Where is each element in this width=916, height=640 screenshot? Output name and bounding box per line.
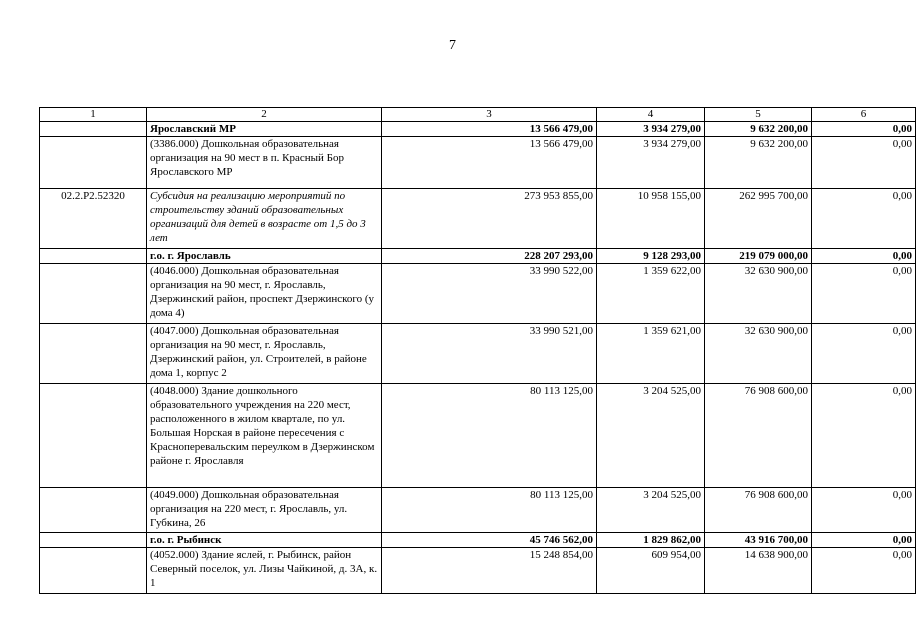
- code-cell: [40, 249, 147, 264]
- amount-cell: 15 248 854,00: [382, 548, 597, 594]
- amount-cell: 219 079 000,00: [705, 249, 812, 264]
- name-cell: (3386.000) Дошкольная образовательная организация на 90 мест в п. Красный Бор Ярославского МР: [147, 137, 382, 189]
- amount-cell: 0,00: [812, 122, 916, 137]
- amount-cell: 1 829 862,00: [597, 533, 705, 548]
- amount-cell: 1 359 622,00: [597, 264, 705, 324]
- column-header: 5: [705, 108, 812, 122]
- amount-cell: 45 746 562,00: [382, 533, 597, 548]
- table-row: [40, 137, 916, 189]
- amount-cell: 32 630 900,00: [705, 264, 812, 324]
- amount-cell: 273 953 855,00: [382, 189, 597, 249]
- amount-cell: 14 638 900,00: [705, 548, 812, 594]
- name-cell: (4052.000) Здание яслей, г. Рыбинск, район Северный поселок, ул. Лизы Чайкиной, д. 3А, к. 1: [147, 548, 382, 594]
- amount-cell: 0,00: [812, 137, 916, 189]
- amount-cell: 76 908 600,00: [705, 488, 812, 533]
- amount-cell: 3 204 525,00: [597, 488, 705, 533]
- amount-cell: 3 934 279,00: [597, 122, 705, 137]
- amount-cell: 80 113 125,00: [382, 488, 597, 533]
- amount-cell: 0,00: [812, 548, 916, 594]
- name-cell: (4048.000) Здание дошкольного образовательного учреждения на 220 мест, расположенного в жилом квартале, по ул. Большая Норская в районе пересечения с Красноперевальским переулком в Дзержинском районе г. Ярославля: [147, 384, 382, 488]
- code-cell: [40, 548, 147, 594]
- amount-cell: 9 128 293,00: [597, 249, 705, 264]
- name-cell: (4047.000) Дошкольная образовательная организация на 90 мест, г. Ярославль, Дзержинский район, ул. Строителей, в районе дома 1, корпус 2: [147, 324, 382, 384]
- amount-cell: 43 916 700,00: [705, 533, 812, 548]
- column-header: 3: [382, 108, 597, 122]
- code-cell: [40, 137, 147, 189]
- page-number: 7: [449, 38, 456, 53]
- amount-cell: 13 566 479,00: [382, 137, 597, 189]
- table-row-total: [40, 122, 916, 137]
- amount-cell: 0,00: [812, 324, 916, 384]
- amount-cell: 9 632 200,00: [705, 137, 812, 189]
- amount-cell: 0,00: [812, 384, 916, 488]
- code-cell: [40, 324, 147, 384]
- table-row: [40, 324, 916, 384]
- amount-cell: 609 954,00: [597, 548, 705, 594]
- amount-cell: 33 990 522,00: [382, 264, 597, 324]
- amount-cell: 3 204 525,00: [597, 384, 705, 488]
- table-row: [40, 384, 916, 488]
- table-row: [40, 488, 916, 533]
- amount-cell: 0,00: [812, 249, 916, 264]
- name-cell: Субсидия на реализацию мероприятий по строительству зданий образовательных организаций для детей в возрасте от 1,5 до 3 лет: [147, 189, 382, 249]
- amount-cell: 76 908 600,00: [705, 384, 812, 488]
- column-header: 1: [40, 108, 147, 122]
- amount-cell: 1 359 621,00: [597, 324, 705, 384]
- name-cell: Ярославский МР: [147, 122, 382, 137]
- code-cell: 02.2.Р2.52320: [40, 189, 147, 249]
- amount-cell: 13 566 479,00: [382, 122, 597, 137]
- name-cell: (4046.000) Дошкольная образовательная организация на 90 мест, г. Ярославль, Дзержинский район, проспект Дзержинского (у дома 4): [147, 264, 382, 324]
- column-header: 6: [812, 108, 916, 122]
- amount-cell: 9 632 200,00: [705, 122, 812, 137]
- column-header: 2: [147, 108, 382, 122]
- table-row: [40, 548, 916, 594]
- amount-cell: 32 630 900,00: [705, 324, 812, 384]
- code-cell: [40, 122, 147, 137]
- amount-cell: 0,00: [812, 189, 916, 249]
- name-cell: г.о. г. Рыбинск: [147, 533, 382, 548]
- name-cell: г.о. г. Ярославль: [147, 249, 382, 264]
- amount-cell: 33 990 521,00: [382, 324, 597, 384]
- budget-table: [39, 107, 916, 594]
- table-header-row: [40, 108, 916, 122]
- code-cell: [40, 533, 147, 548]
- code-cell: [40, 264, 147, 324]
- code-cell: [40, 384, 147, 488]
- amount-cell: 0,00: [812, 488, 916, 533]
- amount-cell: 0,00: [812, 264, 916, 324]
- amount-cell: 228 207 293,00: [382, 249, 597, 264]
- amount-cell: 0,00: [812, 533, 916, 548]
- code-cell: [40, 488, 147, 533]
- table-row-total: [40, 533, 916, 548]
- column-header: 4: [597, 108, 705, 122]
- name-cell: (4049.000) Дошкольная образовательная организация на 220 мест, г. Ярославль, ул. Губкина, 26: [147, 488, 382, 533]
- amount-cell: 80 113 125,00: [382, 384, 597, 488]
- table-row-total: [40, 249, 916, 264]
- amount-cell: 10 958 155,00: [597, 189, 705, 249]
- table-row: [40, 264, 916, 324]
- amount-cell: 262 995 700,00: [705, 189, 812, 249]
- amount-cell: 3 934 279,00: [597, 137, 705, 189]
- table-row-subsidy: [40, 189, 916, 249]
